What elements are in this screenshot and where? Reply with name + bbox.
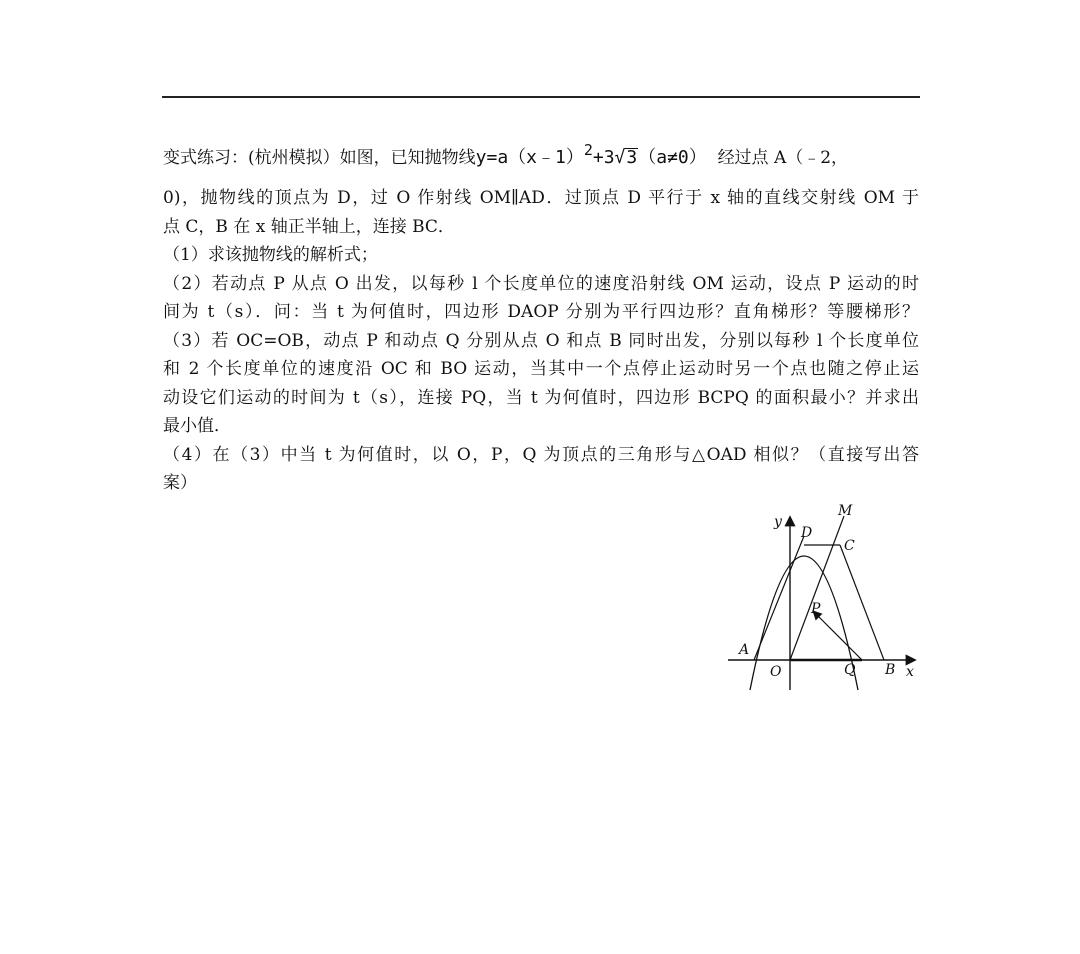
label-o: O: [770, 664, 782, 680]
header-rule: [162, 96, 920, 98]
label-q: Q: [844, 662, 856, 678]
problem-line-1: [163, 140, 919, 184]
intro-text: 变式练习：(杭州模拟）如图，已知抛物线: [163, 148, 476, 168]
label-y: y: [774, 514, 782, 530]
label-x: x: [906, 664, 914, 680]
point-a-text: 经过点 A（﹣2，: [717, 148, 849, 168]
problem-text: [163, 140, 919, 498]
question-3-line-4: 最小值．: [163, 416, 231, 436]
ray-om: [790, 516, 844, 660]
question-1: （1）求该抛物线的解析式；: [163, 245, 378, 265]
segment-qp: [814, 612, 862, 660]
label-a: A: [739, 642, 750, 658]
sqrt-symbol: √: [614, 147, 626, 168]
label-m: M: [838, 503, 853, 519]
figure-svg: [722, 500, 922, 700]
label-c: C: [844, 538, 855, 554]
question-3-line-3: 动设它们运动的时间为 t（s），连接 PQ，当 t 为何值时，四边形 BCPQ 的面积最小？并求出: [163, 387, 919, 408]
formula-condition: （a≠0）: [638, 147, 707, 168]
parabola-formula: y=a（x﹣1）$^2$+3√3（a≠0）: [475, 141, 707, 168]
segment-cb: [840, 545, 884, 660]
question-2-line-1: （2）若动点 P 从点 O 出发，以每秒 l 个长度单位的速度沿射线 OM 运动，设点 P 运动的时: [163, 273, 919, 294]
problem-line-2: 0)，抛物线的顶点为 D，过 O 作射线 OM∥AD．过顶点 D 平行于 x 轴的直线交射线 OM 于: [163, 188, 919, 208]
question-4-line-1: （4）在（3）中当 t 为何值时，以 O，P，Q 为顶点的三角形与△OAD 相似？（直接写出答: [163, 444, 919, 465]
label-p: P: [811, 601, 821, 617]
formula-exponent: 2: [583, 141, 593, 159]
question-3-line-2: 和 2 个长度单位的速度沿 OC 和 BO 运动，当其中一个点停止运动时另一个点也随之停止运: [163, 359, 919, 379]
problem-line-3: 点 C，B 在 x 轴正半轴上，连接 BC．: [163, 216, 455, 237]
sqrt-radicand: 3: [626, 147, 638, 168]
label-b: B: [885, 662, 896, 678]
question-4-line-2: 案）: [163, 473, 197, 493]
question-3-line-1: （3）若 OC=OB，动点 P 和动点 Q 分别从点 O 和点 B 同时出发，分别以每秒 l 个长度单位: [163, 330, 919, 351]
geometry-figure: [722, 500, 922, 700]
question-2-line-2: 间为 t（s）．问：当 t 为何值时，四边形 DAOP 分别为平行四边形？直角梯形？等腰梯形？: [163, 302, 919, 322]
label-d: D: [801, 525, 813, 541]
